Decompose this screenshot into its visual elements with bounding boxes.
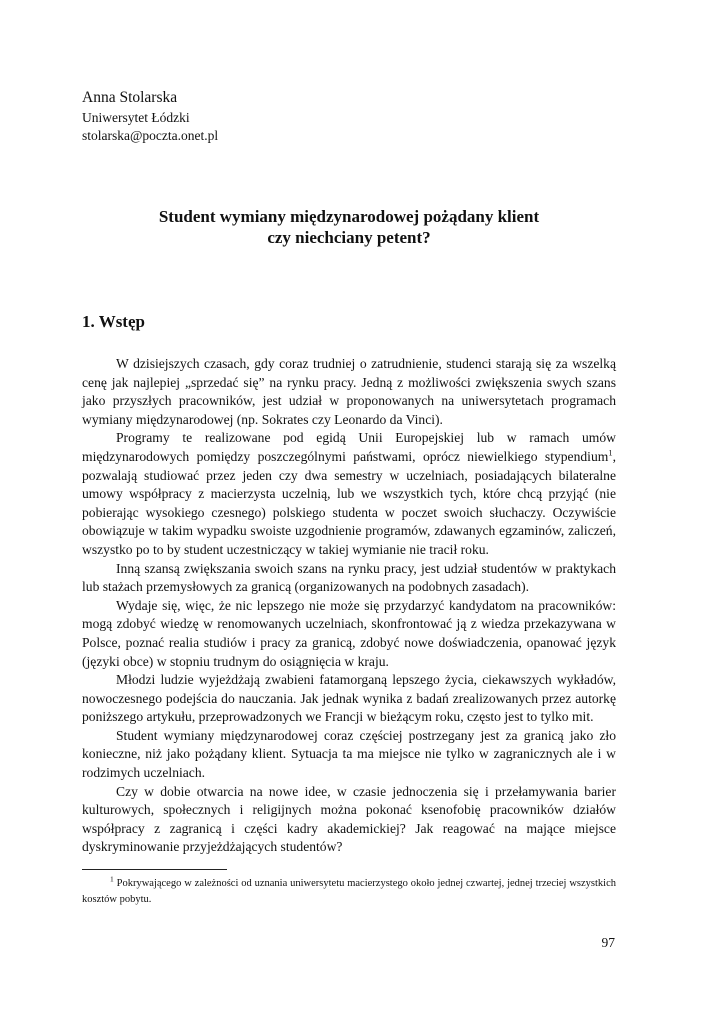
section-heading: 1. Wstęp <box>82 312 145 331</box>
footnote-text: Pokrywającego w zależności od uznania uniwersytetu macierzystego około jednej czwartej, jednej trzeciej wszystkich kosztów pobytu. <box>82 878 616 905</box>
paper-title <box>82 206 616 248</box>
footnote-reference: 1 <box>608 447 613 458</box>
author-email: stolarska@poczta.onet.pl <box>82 128 219 143</box>
footnote <box>82 876 616 907</box>
paragraph-2 <box>82 429 616 559</box>
author-name: Anna Stolarska <box>82 89 178 106</box>
body-text <box>82 355 616 857</box>
paragraph-7: Czy w dobie otwarcia na nowe idee, w czasie jednoczenia się i przełamywania barier kulturowych, społecznych i religijnych można pokonać ksenofobię pracowników działów współpracy z zagranicą i części kadry akademickiej? Jak reagować na mające miejsce dyskryminowanie przyjeżdżających studentów? <box>82 783 616 855</box>
paragraph-2-part-a: Programy te realizowane pod egidą Unii Europejskiej lub w ramach umów międzynarodowych pomiędzy poszczególnymi państwami, oprócz niewielkiego stypendium <box>82 430 616 464</box>
paragraph-3: Inną szansą zwiększania swoich szans na rynku pracy, jest udział studentów w praktykach lub stażach przemysłowych za granicą (organizowanych na podobnych zasadach). <box>82 560 616 595</box>
footnote-divider <box>82 869 227 870</box>
title-line-1: Student wymiany międzynarodowej pożądany klient <box>158 207 540 226</box>
title-line-2: czy niechciany petent? <box>267 228 431 247</box>
paragraph-5: Młodzi ludzie wyjeżdżają zwabieni fatamorganą lepszego życia, ciekawszych wykładów, nowoczesnego podejścia do nauczania. Jak jednak wynika z badań zrealizowanych przez autorkę poniższego artykułu, przeprowadzonych we Francji w bieżącym roku, często jest to tylko mit. <box>82 672 616 725</box>
paragraph-6: Student wymiany międzynarodowej coraz częściej postrzegany jest za granicą jako zło konieczne, niż jako pożądany klient. Sytuacja ta ma miejsce nie tylko w zagranicznych ale i w rodzimych uczelniach. <box>82 727 616 781</box>
author-affiliation: Uniwersytet Łódzki <box>82 110 190 125</box>
paragraph-2-part-b: , pozwalają studiować przez jeden czy dwa semestry w uczelniach, posiadających bilateralne umowy współpracy z macierzysta uczelnią, lub we wszystkich tych, które chcą przyjąć (nie pobierając wysokiego czesnego) polskiego studenta w poczet swoich słuchaczy. Oczywiście obowiązuje w takim wypadku swoiste uzgodnienie programów, zdawanych egzaminów, zaliczeń, wszystko po to by student uczestniczący w takiej wymianie nie tracił roku. <box>82 448 616 557</box>
footnote-marker: 1 <box>110 874 114 884</box>
page-number: 97 <box>601 935 615 950</box>
paragraph-1: W dzisiejszych czasach, gdy coraz trudniej o zatrudnienie, studenci starają się za wszelką cenę jak najlepiej „sprzedać się” na rynku pracy. Jedną z możliwości zwiększenia swych szans jako przyszłych pracowników, jest udział w proponowanych na uniwersytetach programach wymiany międzynarodowej (np. Sokrates czy Leonardo da Vinci). <box>82 356 616 427</box>
paragraph-4: Wydaje się, więc, że nic lepszego nie może się przydarzyć kandydatom na pracowników: mogą zdobyć wiedzę w renomowanych uczelniach, skonfrontować ją z wiedza przekazywana w Polsce, poznać realia studiów i pracy za granicą, zdobyć nowe doświadczenia, opanować język (języki obce) w stopniu trudnym do osiągnięcia w kraju. <box>82 597 616 669</box>
